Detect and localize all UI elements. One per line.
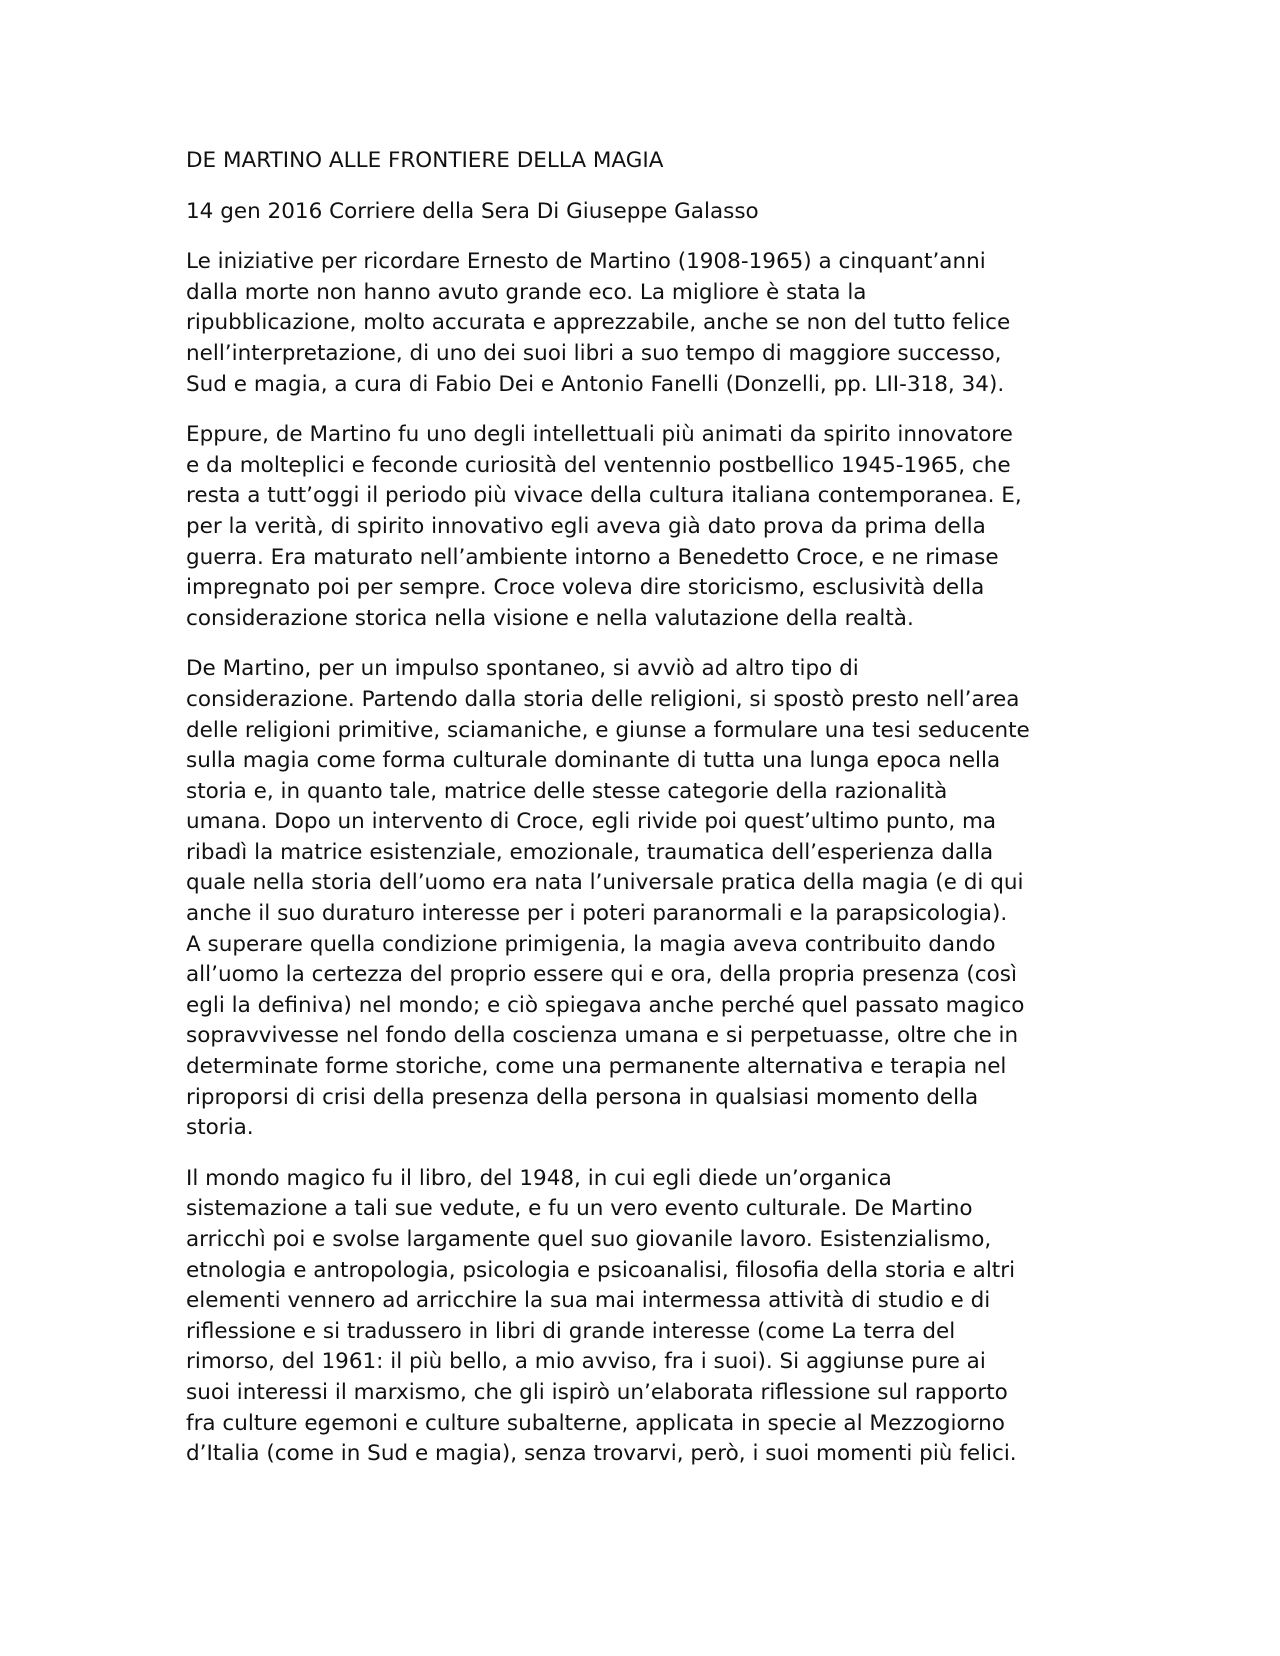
text-line: delle religioni primitive, sciamaniche, e giunse a formulare una tesi seducente bbox=[186, 717, 1030, 743]
text-line: nell’interpretazione, di uno dei suoi libri a suo tempo di maggiore successo, bbox=[186, 340, 1002, 366]
article-body bbox=[186, 146, 1096, 1490]
text-line: A superare quella condizione primigenia, la magia aveva contribuito dando bbox=[186, 931, 996, 957]
text-line: elementi vennero ad arricchire la sua mai intermessa attività di studio e di bbox=[186, 1288, 991, 1314]
text-line: guerra. Era maturato nell’ambiente intorno a Benedetto Croce, e ne rimase bbox=[186, 544, 999, 570]
text-line: per la verità, di spirito innovativo egli aveva già dato prova da prima della bbox=[186, 513, 986, 539]
article-title: DE MARTINO ALLE FRONTIERE DELLA MAGIA bbox=[186, 148, 664, 173]
text-line: anche il suo duraturo interesse per i poteri paranormali e la parapsicologia). bbox=[186, 901, 1008, 927]
text-line: resta a tutt’oggi il periodo più vivace della cultura italiana contemporanea. E, bbox=[186, 483, 1022, 509]
text-line: ribadì la matrice esistenziale, emozionale, traumatica dell’esperienza dalla bbox=[186, 839, 994, 865]
text-line: considerazione. Partendo dalla storia delle religioni, si spostò presto nell’area bbox=[186, 686, 1020, 712]
text-line: quale nella storia dell’uomo era nata l’universale pratica della magia (e di qui bbox=[186, 870, 1024, 896]
text-line: determinate forme storiche, come una permanente alternativa e terapia nel bbox=[186, 1054, 1007, 1080]
text-line: sopravvivesse nel fondo della coscienza umana e si perpetuasse, oltre che in bbox=[186, 1023, 1019, 1049]
text-line: fra culture egemoni e culture subalterne, applicata in specie al Mezzogiorno bbox=[186, 1410, 1005, 1436]
text-line: Il mondo magico fu il libro, del 1948, in cui egli diede un’organica bbox=[186, 1165, 892, 1191]
text-line: sistemazione a tali sue vedute, e fu un vero evento culturale. De Martino bbox=[186, 1196, 973, 1222]
text-line: egli la definiva) nel mondo; e ciò spiegava anche perché quel passato magico bbox=[186, 992, 1025, 1018]
text-line: storia e, in quanto tale, matrice delle stesse categorie della razionalità bbox=[186, 778, 948, 804]
text-line: Le iniziative per ricordare Ernesto de Martino (1908-1965) a cinquant’anni bbox=[186, 249, 986, 275]
text-line: impregnato poi per sempre. Croce voleva dire storicismo, esclusività della bbox=[186, 575, 985, 601]
text-line: ripubblicazione, molto accurata e apprezzabile, anche se non del tutto felice bbox=[186, 310, 1011, 336]
text-line: d’Italia (come in Sud e magia), senza trovarvi, però, i suoi momenti più felici. bbox=[186, 1441, 1017, 1467]
text-line: arricchì poi e svolse largamente quel suo giovanile lavoro. Esistenzialismo, bbox=[186, 1227, 992, 1252]
article-paragraph bbox=[186, 247, 1096, 400]
article-paragraphs bbox=[186, 247, 1096, 1470]
text-line: Eppure, de Martino fu uno degli intellettuali più animati da spirito innovatore bbox=[186, 422, 1013, 448]
text-line: sulla magia come forma culturale dominante di tutta una lunga epoca nella bbox=[186, 748, 1001, 774]
article-byline: 14 gen 2016 Corriere della Sera Di Giuseppe Galasso bbox=[186, 198, 759, 224]
article-paragraph bbox=[186, 654, 1096, 1144]
article-paragraph bbox=[186, 1164, 1096, 1470]
text-line: riflessione e si tradussero in libri di grande interesse (come La terra del bbox=[186, 1318, 956, 1344]
text-line: dalla morte non hanno avuto grande eco. La migliore è stata la bbox=[186, 279, 867, 305]
text-line: riproporsi di crisi della presenza della persona in qualsiasi momento della bbox=[186, 1084, 979, 1110]
text-line: considerazione storica nella visione e nella valutazione della realtà. bbox=[186, 605, 914, 631]
text-line: Sud e magia, a cura di Fabio Dei e Antonio Fanelli (Donzelli, pp. LII-318, 34). bbox=[186, 371, 1005, 397]
text-line: etnologia e antropologia, psicologia e psicoanalisi, filosofia della storia e altri bbox=[186, 1257, 1016, 1283]
text-line: all’uomo la certezza del proprio essere qui e ora, della propria presenza (così bbox=[186, 962, 1017, 988]
text-line: De Martino, per un impulso spontaneo, si avviò ad altro tipo di bbox=[186, 656, 859, 682]
text-line: umana. Dopo un intervento di Croce, egli rivide poi quest’ultimo punto, ma bbox=[186, 809, 997, 835]
text-line: suoi interessi il marxismo, che gli ispirò un’elaborata riflessione sul rapporto bbox=[186, 1379, 1008, 1405]
article-paragraph bbox=[186, 420, 1096, 634]
text-line: storia. bbox=[186, 1115, 254, 1141]
text-line: rimorso, del 1961: il più bello, a mio avviso, fra i suoi). Si aggiunse pure ai bbox=[186, 1349, 986, 1375]
text-line: e da molteplici e feconde curiosità del ventennio postbellico 1945-1965, che bbox=[186, 452, 1011, 478]
